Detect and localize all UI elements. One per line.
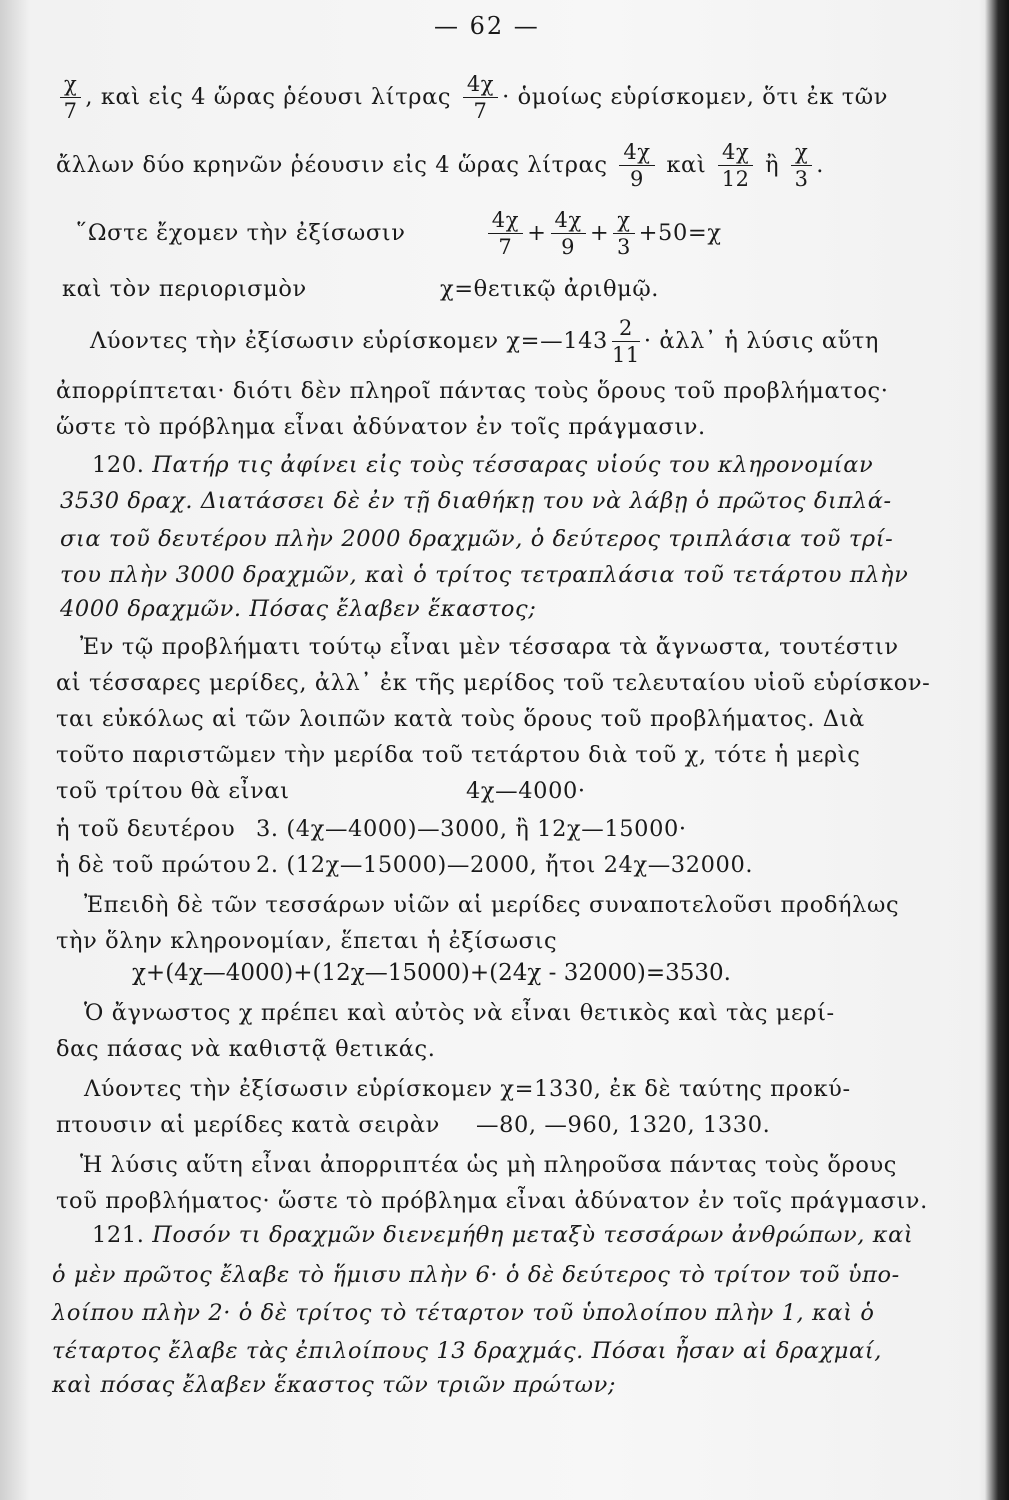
solution-line: Ἡ λύσις αὕτη εἶναι ἀπορριπτέα ὡς μὴ πληροῦσα πάντας τοὺς ὅρους — [80, 1152, 897, 1178]
denominator: 11 — [611, 343, 640, 367]
numerator: 2 — [612, 318, 640, 342]
fraction — [718, 142, 753, 190]
solution-line — [56, 816, 956, 842]
problem-number: 120. — [92, 452, 145, 478]
solution-line: αἱ τέσσαρες μερίδες, ἀλλ᾽ ἐκ τῆς μερίδος τοῦ τελευταίου υἱοῦ εὑρίσκον- — [56, 670, 931, 696]
denominator: 7 — [63, 99, 78, 123]
numerator: 4χ — [718, 142, 753, 166]
text: καὶ τὸν περιορισμὸν — [62, 276, 307, 302]
problem-120-line: 4000 δραχμῶν. Πόσας ἔλαβεν ἕκαστος; — [60, 596, 537, 622]
solution-line — [56, 778, 956, 804]
solution-line: Ἐν τῷ προβλήματι τούτῳ εἶναι μὲν τέσσαρα τὰ ἄγνωστα, τουτέστιν — [80, 634, 899, 660]
text: ἄλλων δύο κρηνῶν ῥέουσιν εἰς 4 ὥρας λίτρας — [56, 152, 608, 178]
problem-text: Πατήρ τις ἀφίνει εἰς τοὺς τέσσαρας υἱούς του κληρονομίαν — [152, 452, 874, 478]
text-line-2 — [56, 142, 956, 190]
denominator: 7 — [473, 99, 488, 123]
denominator: 7 — [498, 235, 513, 259]
text-line-1 — [56, 74, 956, 122]
fraction — [791, 142, 812, 190]
problem-121-line: τέταρτος ἔλαβε τὰς ἐπιλοίπους 13 δραχμάς. Πόσαι ἦσαν αἱ δραχμαί, — [52, 1338, 882, 1364]
expression: 3. (4χ—4000)—3000, ἢ 12χ—15000· — [256, 816, 687, 842]
text-line-3 — [76, 210, 976, 258]
fraction — [619, 142, 654, 190]
text: καὶ — [666, 152, 707, 178]
denominator: 3 — [794, 167, 809, 191]
problem-121-line — [92, 1222, 992, 1248]
text-line-7: ὥστε τὸ πρόβλημα εἶναι ἀδύνατον ἐν τοῖς πράγμασιν. — [56, 414, 706, 440]
solution-line: τοῦτο παριστῶμεν τὴν μερίδα τοῦ τετάρτου διὰ τοῦ χ, τότε ἡ μερὶς — [56, 742, 861, 768]
fraction — [613, 210, 634, 258]
numerator: 4χ — [551, 210, 586, 234]
problem-121-line: ὁ μὲν πρῶτος ἔλαβε τὸ ἥμισυ πλὴν 6· ὁ δὲ δεύτερος τὸ τρίτον τοῦ ὑπο- — [52, 1262, 900, 1288]
text: Λύοντες τὴν ἐξίσωσιν εὑρίσκομεν χ=—143 — [90, 328, 608, 354]
plus-sign: + — [589, 220, 610, 246]
text: · ὁμοίως εὑρίσκομεν, ὅτι ἐκ τῶν — [502, 84, 889, 110]
denominator: 9 — [629, 167, 644, 191]
solution-line: Ἐπειδὴ δὲ τῶν τεσσάρων υἱῶν αἱ μερίδες συναποτελοῦσι προδήλως — [84, 892, 900, 918]
problem-121-line: καὶ πόσας ἔλαβεν ἕκαστος τῶν τριῶν πρώτων; — [52, 1372, 617, 1398]
denominator: 9 — [561, 235, 576, 259]
numerator: χ — [791, 142, 812, 166]
text: τοῦ τρίτου θὰ εἶναι — [56, 778, 290, 804]
problem-text: Ποσόν τι δραχμῶν διενεμήθη μεταξὺ τεσσάρων ἀνθρώπων, καὶ — [152, 1222, 914, 1248]
text-line-5 — [90, 318, 990, 366]
numerator: 4χ — [463, 74, 498, 98]
denominator: 3 — [616, 235, 631, 259]
solution-line: τοῦ προβλήματος· ὥστε τὸ πρόβλημα εἶναι ἀδύνατον ἐν τοῖς πράγμασιν. — [56, 1188, 928, 1214]
text: . — [816, 152, 825, 178]
denominator: 12 — [721, 167, 750, 191]
text: ἢ — [765, 152, 780, 178]
solution-line: Λύοντες τὴν ἐξίσωσιν εὑρίσκομεν χ=1330, ἐκ δὲ ταύτης προκύ- — [84, 1076, 851, 1102]
scan-edge — [985, 0, 1009, 1500]
text: , καὶ εἰς 4 ὥρας ῥέουσι λίτρας — [85, 84, 452, 110]
problem-121-line: λοίπου πλὴν 2· ὁ δὲ τρίτος τὸ τέταρτον τοῦ ὑπολοίπου πλὴν 1, καὶ ὁ — [52, 1300, 875, 1326]
fraction — [463, 74, 498, 122]
text: πτουσιν αἱ μερίδες κατὰ σειρὰν — [56, 1112, 440, 1138]
plus-sign: + — [527, 220, 547, 246]
fraction — [488, 210, 523, 258]
solution-line: ται εὐκόλως αἱ τῶν λοιπῶν κατὰ τοὺς ὅρους τοῦ προβλήματος. Διὰ — [56, 706, 865, 732]
solution-line: τὴν ὅλην κληρονομίαν, ἕπεται ἡ ἐξίσωσις — [56, 928, 558, 954]
solution-line: δας πάσας νὰ καθιστᾷ θετικάς. — [56, 1036, 436, 1062]
text: ἡ δὲ τοῦ πρώτου — [56, 852, 252, 878]
problem-number: 121. — [92, 1222, 145, 1248]
numerator: 4χ — [619, 142, 654, 166]
main-equation: χ+(4χ—4000)+(12χ—15000)+(24χ - 32000)=3530. — [132, 960, 731, 986]
text: ἡ τοῦ δευτέρου — [56, 816, 236, 842]
text: · ἀλλ᾽ ἡ λύσις αὕτη — [643, 328, 880, 354]
problem-120-line: του πλὴν 3000 δραχμῶν, καὶ ὁ τρίτος τετραπλάσια τοῦ τετάρτου πλὴν — [60, 562, 909, 588]
fraction — [551, 210, 586, 258]
solution-line — [56, 852, 956, 878]
numerator: 4χ — [488, 210, 523, 234]
numerator: χ — [60, 74, 81, 98]
problem-120-line: σια τοῦ δευτέρου πλὴν 2000 δραχμῶν, ὁ δεύτερος τριπλάσια τοῦ τρί- — [60, 526, 894, 552]
expression: 4χ—4000· — [466, 778, 586, 804]
solution-line — [56, 1112, 956, 1138]
solution-line: Ὁ ἄγνωστος χ πρέπει καὶ αὐτὸς νὰ εἶναι θετικὸς καὶ τὰς μερί- — [84, 1000, 835, 1026]
text: ῞Ωστε ἔχομεν τὴν ἐξίσωσιν — [76, 220, 406, 246]
page-number: — 62 — — [434, 12, 540, 40]
expression: 2. (12χ—15000)—2000, ἤτοι 24χ—32000. — [256, 852, 754, 878]
text: +50=χ — [638, 220, 722, 246]
text-line-6: ἀπορρίπτεται· διότι δὲν πληροῖ πάντας τοὺς ὅρους τοῦ προβλήματος· — [56, 378, 889, 404]
text: χ=θετικῷ ἀριθμῷ. — [440, 276, 660, 302]
fraction — [60, 74, 81, 122]
fraction — [612, 318, 640, 366]
problem-120-line — [92, 452, 992, 478]
text-line-4 — [62, 276, 962, 302]
expression: —80, —960, 1320, 1330. — [476, 1112, 771, 1138]
numerator: χ — [613, 210, 634, 234]
problem-120-line: 3530 δραχ. Διατάσσει δὲ ἐν τῇ διαθήκῃ του νὰ λάβῃ ὁ πρῶτος διπλά- — [60, 488, 892, 514]
